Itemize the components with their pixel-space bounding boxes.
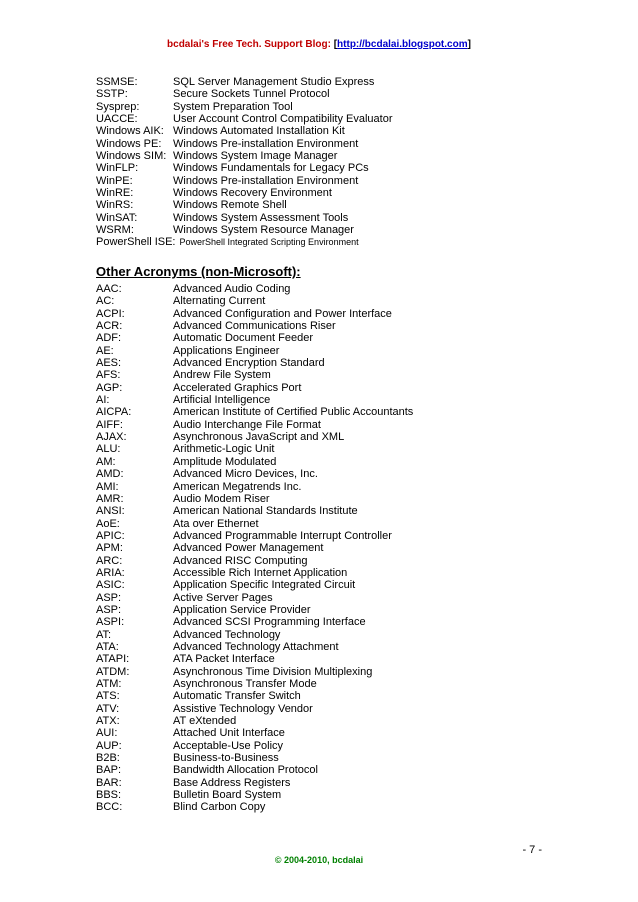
acronym-row	[96, 332, 556, 344]
acronym-term: WinRS:	[96, 199, 134, 212]
acronym-term: ATS:	[96, 690, 120, 703]
copyright-footer: © 2004-2010, bcdalai	[274, 855, 364, 865]
acronym-row	[96, 456, 556, 468]
acronym-row	[96, 224, 556, 236]
acronym-row	[96, 406, 556, 418]
acronym-term: ATAPI:	[96, 653, 130, 666]
close-bracket: ]	[467, 39, 471, 50]
acronym-definition: Accessible Rich Internet Application	[173, 566, 348, 579]
acronym-row	[96, 345, 556, 357]
acronym-row	[96, 678, 556, 690]
acronym-definition: SQL Server Management Studio Express	[173, 76, 375, 88]
acronym-row	[96, 641, 556, 653]
acronym-term: AFS:	[96, 369, 121, 382]
acronym-definition: Windows System Resource Manager	[173, 224, 354, 237]
acronym-definition: Windows Recovery Environment	[173, 187, 332, 200]
acronym-definition: Alternating Current	[173, 295, 266, 308]
acronym-term: ASPI:	[96, 616, 125, 629]
acronym-definition: Advanced Audio Coding	[173, 283, 291, 295]
acronym-row	[96, 369, 556, 381]
acronym-term: Windows PE:	[96, 137, 162, 150]
acronym-definition: ATA Packet Interface	[173, 653, 275, 666]
acronym-definition: Windows Remote Shell	[173, 199, 287, 212]
acronym-term: APIC:	[96, 529, 125, 542]
acronym-definition: User Account Control Compatibility Evaluator	[173, 113, 393, 126]
acronym-definition: Andrew File System	[173, 369, 271, 382]
acronym-row	[96, 150, 556, 162]
acronym-row	[96, 187, 556, 199]
open-bracket: [	[333, 39, 338, 50]
acronym-definition: Asynchronous Transfer Mode	[173, 678, 317, 690]
acronym-term: AoE:	[96, 517, 120, 530]
acronym-term: AI:	[96, 394, 110, 407]
acronym-definition: Audio Modem Riser	[173, 492, 270, 505]
acronym-row	[96, 604, 556, 616]
acronym-term: ADF:	[96, 332, 122, 345]
acronym-row	[96, 518, 556, 530]
acronym-definition: Windows System Image Manager	[173, 150, 338, 163]
acronym-row	[96, 752, 556, 764]
acronym-term: BBS:	[96, 789, 122, 802]
acronym-definition: Advanced Technology Attachment	[173, 640, 339, 653]
acronym-row	[96, 777, 556, 789]
acronym-term: BAP:	[96, 764, 122, 777]
blog-title: bcdalai's Free Tech. Support Blog:	[167, 39, 331, 50]
acronym-row	[96, 555, 556, 567]
acronym-definition: Blind Carbon Copy	[173, 801, 266, 814]
acronym-row	[96, 616, 556, 628]
acronym-definition: Windows Automated Installation Kit	[173, 125, 345, 138]
acronym-term: AJAX:	[96, 431, 127, 444]
acronym-term: SSTP:	[96, 88, 128, 101]
acronym-row	[96, 101, 556, 113]
acronym-definition: Ata over Ethernet	[173, 517, 259, 530]
acronym-term: Sysprep:	[96, 100, 140, 113]
other-acronym-list	[96, 283, 556, 814]
acronym-definition: Base Address Registers	[173, 776, 291, 789]
acronym-row	[96, 801, 556, 813]
acronym-row	[96, 493, 556, 505]
acronym-row	[96, 443, 556, 455]
acronym-row	[96, 505, 556, 517]
acronym-row	[96, 394, 556, 406]
acronym-term: AUI:	[96, 727, 118, 740]
acronym-row	[96, 431, 556, 443]
acronym-term: APM:	[96, 542, 123, 555]
acronym-definition: Windows System Assessment Tools	[173, 211, 349, 224]
acronym-definition: Secure Sockets Tunnel Protocol	[173, 88, 330, 101]
acronym-term: Windows SIM:	[96, 150, 167, 163]
acronym-definition: Asynchronous JavaScript and XML	[173, 431, 345, 444]
acronym-term: ATDM:	[96, 665, 130, 678]
acronym-definition: Application Specific Integrated Circuit	[173, 579, 356, 592]
acronym-definition: Audio Interchange File Format	[173, 418, 321, 431]
acronym-term: SSMSE:	[96, 76, 138, 88]
acronym-definition: Advanced Communications Riser	[173, 320, 336, 333]
acronym-row	[96, 357, 556, 369]
acronym-row	[96, 76, 556, 88]
acronym-row	[96, 88, 556, 100]
acronym-term: AT:	[96, 628, 112, 641]
acronym-term: BCC:	[96, 801, 123, 814]
acronym-definition: Active Server Pages	[173, 591, 273, 604]
acronym-term: ATM:	[96, 678, 122, 690]
acronym-row	[96, 212, 556, 224]
acronym-term: PowerShell ISE:	[96, 236, 176, 249]
acronym-term: UACCE:	[96, 113, 138, 126]
acronym-row	[96, 715, 556, 727]
acronym-definition: Assistive Technology Vendor	[173, 702, 313, 715]
acronym-definition: Amplitude Modulated	[173, 455, 277, 468]
acronym-term: ACR:	[96, 320, 123, 333]
acronym-row	[96, 175, 556, 187]
acronym-row	[96, 138, 556, 150]
acronym-row	[96, 530, 556, 542]
acronym-term: ATX:	[96, 715, 120, 728]
acronym-row	[96, 113, 556, 125]
acronym-definition: Business-to-Business	[173, 752, 279, 765]
acronym-definition: Advanced Power Management	[173, 542, 324, 555]
acronym-definition: Attached Unit Interface	[173, 727, 285, 740]
acronym-definition: Advanced Micro Devices, Inc.	[173, 468, 318, 481]
acronym-term: ATV:	[96, 702, 120, 715]
acronym-term: WinSAT:	[96, 211, 138, 224]
acronym-term: ARC:	[96, 554, 123, 567]
acronym-row	[96, 199, 556, 211]
blog-link[interactable]: http://bcdalai.blogspot.com	[337, 39, 468, 50]
acronym-row	[96, 690, 556, 702]
acronym-row	[96, 542, 556, 554]
acronym-row	[96, 162, 556, 174]
acronym-row	[96, 419, 556, 431]
acronym-definition: Windows Pre-installation Environment	[173, 137, 359, 150]
acronym-definition: Arithmetic-Logic Unit	[173, 443, 275, 456]
acronym-term: AUP:	[96, 739, 122, 752]
acronym-definition: AT eXtended	[173, 715, 237, 728]
acronym-definition: System Preparation Tool	[173, 100, 293, 113]
page-number: - 7 -	[522, 844, 542, 856]
acronym-term: AIFF:	[96, 418, 123, 431]
acronym-definition: American Megatrends Inc.	[173, 480, 302, 493]
acronym-definition: Accelerated Graphics Port	[173, 381, 302, 394]
acronym-definition: PowerShell Integrated Scripting Environment	[179, 237, 359, 248]
acronym-definition: American Institute of Certified Public Accountants	[173, 406, 414, 419]
acronym-definition: Application Service Provider	[173, 603, 311, 616]
acronym-definition: Asynchronous Time Division Multiplexing	[173, 665, 373, 678]
acronym-definition: Acceptable-Use Policy	[173, 739, 284, 752]
acronym-term: ANSI:	[96, 505, 125, 518]
acronym-definition: Automatic Document Feeder	[173, 332, 314, 345]
acronym-term: WinPE:	[96, 174, 133, 187]
acronym-definition: Bulletin Board System	[173, 789, 282, 802]
acronym-row	[96, 283, 556, 295]
acronym-definition: Applications Engineer	[173, 344, 280, 357]
acronym-term: ATA:	[96, 640, 119, 653]
acronym-term: AICPA:	[96, 406, 132, 419]
acronym-term: WSRM:	[96, 224, 134, 237]
acronym-term: AE:	[96, 344, 114, 357]
acronym-row	[96, 382, 556, 394]
acronym-row	[96, 308, 556, 320]
acronym-row	[96, 666, 556, 678]
acronym-term: ASP:	[96, 591, 122, 604]
acronym-term: AES:	[96, 357, 122, 370]
acronym-row	[96, 764, 556, 776]
acronym-row	[96, 703, 556, 715]
acronym-term: WinFLP:	[96, 162, 139, 175]
acronym-row	[96, 468, 556, 480]
acronym-row	[96, 567, 556, 579]
acronym-definition: American National Standards Institute	[173, 505, 358, 518]
acronym-term: ASP:	[96, 603, 122, 616]
acronym-term: BAR:	[96, 776, 122, 789]
acronym-term: AMR:	[96, 492, 124, 505]
acronym-row	[96, 727, 556, 739]
acronym-definition: Advanced Encryption Standard	[173, 357, 325, 370]
acronym-definition: Windows Fundamentals for Legacy PCs	[173, 162, 369, 175]
acronym-row	[96, 789, 556, 801]
acronym-term: AC:	[96, 295, 115, 308]
acronym-row	[96, 592, 556, 604]
acronym-term: ASIC:	[96, 579, 125, 592]
acronym-term: Windows AIK:	[96, 125, 164, 138]
acronym-term: ALU:	[96, 443, 121, 456]
acronym-term: WinRE:	[96, 187, 134, 200]
acronym-row	[96, 653, 556, 665]
acronym-row	[96, 320, 556, 332]
acronym-term: AGP:	[96, 381, 123, 394]
acronym-definition: Advanced Programmable Interrupt Controller	[173, 529, 392, 542]
acronym-term: B2B:	[96, 752, 120, 765]
acronym-row	[96, 481, 556, 493]
acronym-definition: Advanced Technology	[173, 628, 281, 641]
acronym-row	[96, 125, 556, 137]
acronym-definition: Windows Pre-installation Environment	[173, 174, 359, 187]
acronym-row	[96, 579, 556, 591]
acronym-definition: Advanced Configuration and Power Interface	[173, 307, 392, 320]
acronym-term: AAC:	[96, 283, 122, 295]
acronym-row	[96, 629, 556, 641]
acronym-definition: Advanced SCSI Programming Interface	[173, 616, 366, 629]
acronym-definition: Automatic Transfer Switch	[173, 690, 301, 703]
microsoft-acronym-list	[96, 76, 556, 249]
acronym-definition: Artificial Intelligence	[173, 394, 271, 407]
section-heading: Other Acronyms (non-Microsoft):	[96, 264, 301, 279]
acronym-definition: Advanced RISC Computing	[173, 554, 308, 567]
page-header	[0, 39, 638, 51]
acronym-term: ARIA:	[96, 566, 125, 579]
acronym-term: AMD:	[96, 468, 124, 481]
acronym-row	[96, 295, 556, 307]
acronym-definition: Bandwidth Allocation Protocol	[173, 764, 318, 777]
acronym-row	[96, 236, 556, 248]
acronym-term: AM:	[96, 455, 116, 468]
acronym-row	[96, 740, 556, 752]
acronym-term: AMI:	[96, 480, 119, 493]
acronym-term: ACPI:	[96, 307, 125, 320]
